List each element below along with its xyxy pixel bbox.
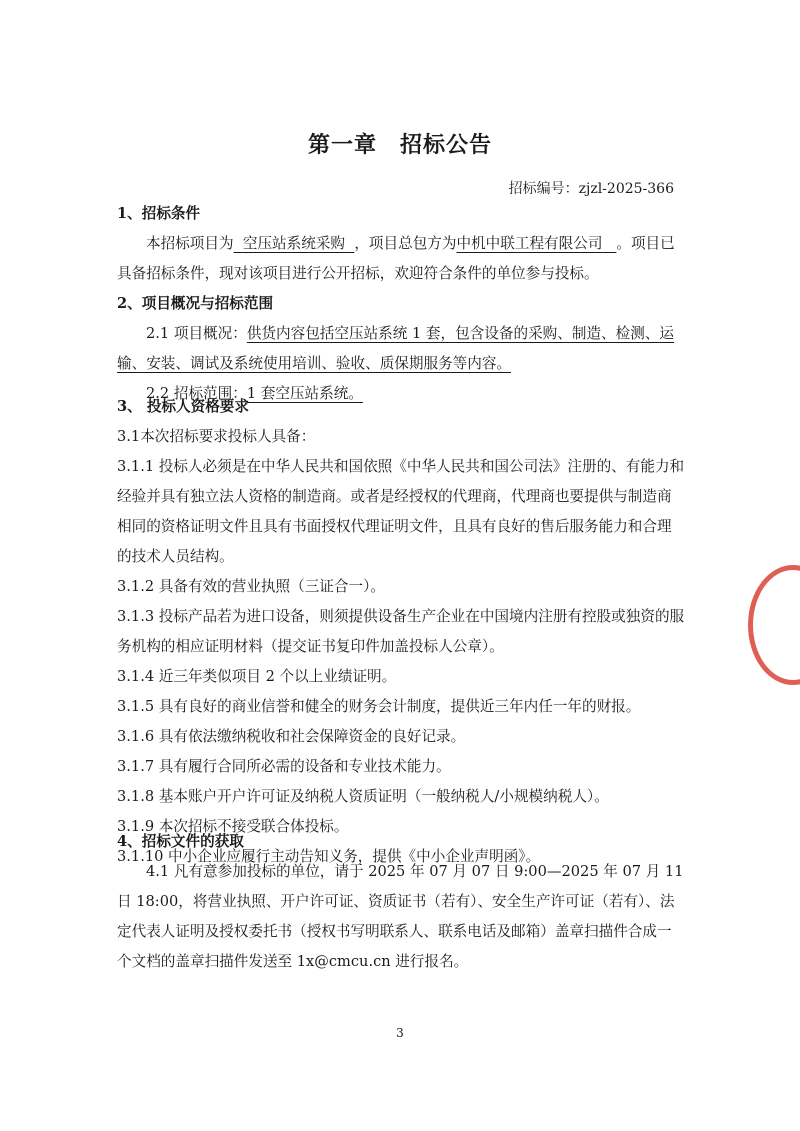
requirement-item: 3.1.5 具有良好的商业信誉和健全的财务会计制度，提供近三年内任一年的财报。 (117, 698, 641, 715)
section-4 (117, 827, 685, 977)
scope-label: 2.2 招标范围： (146, 385, 247, 402)
requirement-item: 3.1.4 近三年类似项目 2 个以上业绩证明。 (117, 668, 397, 685)
requirement-item: 3.1.1 投标人必须是在中华人民共和国依照《中华人民共和国公司法》注册的、有能力和经验并具有独立法人资格的制造商。或者是经授权的代理商，代理商也要提供与制造商相同的资格证明文件且具有书面授权代理证明文件，且具有良好的售后服务能力和合理的技术人员结构。 (117, 458, 685, 565)
requirement-item: 3.1.10 中小企业应履行主动告知义务，提供《中小企业声明函》。 (117, 848, 541, 865)
requirement-item: 3.1.3 投标产品若为进口设备，则须提供设备生产企业在中国境内注册有控股或独资的服务机构的相应证明材料（提交证书复印件加盖投标人公章）。 (117, 608, 685, 655)
official-seal (748, 565, 800, 685)
requirement-item: 3.1.9 本次招标不接受联合体投标。 (117, 818, 349, 835)
contractor-name: 中机中联工程有限公司 (456, 235, 603, 252)
project-overview (117, 319, 685, 379)
overview-label: 2.1 项目概况： (146, 325, 247, 342)
section-1-text-c: 。项目已具备招标条件，现对该项目进行公开招标，欢迎符合条件的单位参与投标。 (117, 235, 675, 282)
section-1-text-b: ，项目总包方为 (354, 235, 457, 252)
section-1-heading: 1、招标条件 (117, 205, 201, 222)
requirement-item: 3.1.8 基本账户开户许可证及纳税人资质证明（一般纳税人/小规模纳税人）。 (117, 788, 609, 805)
requirement-item: 3.1.2 具备有效的营业执照（三证合一）。 (117, 578, 385, 595)
section-3-heading: 3、 投标人资格要求 (117, 398, 249, 415)
section-1 (117, 199, 685, 289)
section-2-heading: 2、项目概况与招标范围 (117, 295, 274, 312)
section-3-intro: 3.1本次招标要求投标人具备： (117, 428, 316, 445)
section-4-heading: 4、招标文件的获取 (117, 833, 244, 850)
section-3 (117, 392, 685, 872)
section-1-paragraph (117, 229, 685, 289)
section-1-text-a: 本招标项目为 (146, 235, 234, 252)
section-4-paragraph: 4.1 凡有意参加投标的单位，请于 2025 年 07 月 07 日 9:00—2025 年 07 月 11 日 18:00，将营业执照、开户许可证、资质证书（若有）、安全生产许可证（若有）、法定代表人证明及授权委托书（授权书写明联系人、联系电话及邮箱）盖章扫描件合成一个文档的盖章扫描件发送至 1x@cmcu.cn 进行报名。 (117, 863, 684, 970)
project-name: 空压站系统采购 (242, 235, 346, 252)
page-number: 3 (396, 1026, 404, 1040)
section-2 (117, 289, 685, 409)
requirement-item: 3.1.6 具有依法缴纳税收和社会保障资金的良好记录。 (117, 728, 466, 745)
requirement-item: 3.1.7 具有履行合同所必需的设备和专业技术能力。 (117, 758, 451, 775)
scope-text: 1 套空压站系统。 (246, 385, 363, 402)
bid-number: 招标编号：zjzl-2025-366 (508, 181, 674, 197)
page-title: 第一章 招标公告 (307, 132, 492, 158)
overview-text: 供货内容包括空压站系统 1 套，包含设备的采购、制造、检测、运输、安装、调试及系统使用培训、验收、质保期服务等内容。 (117, 325, 675, 372)
